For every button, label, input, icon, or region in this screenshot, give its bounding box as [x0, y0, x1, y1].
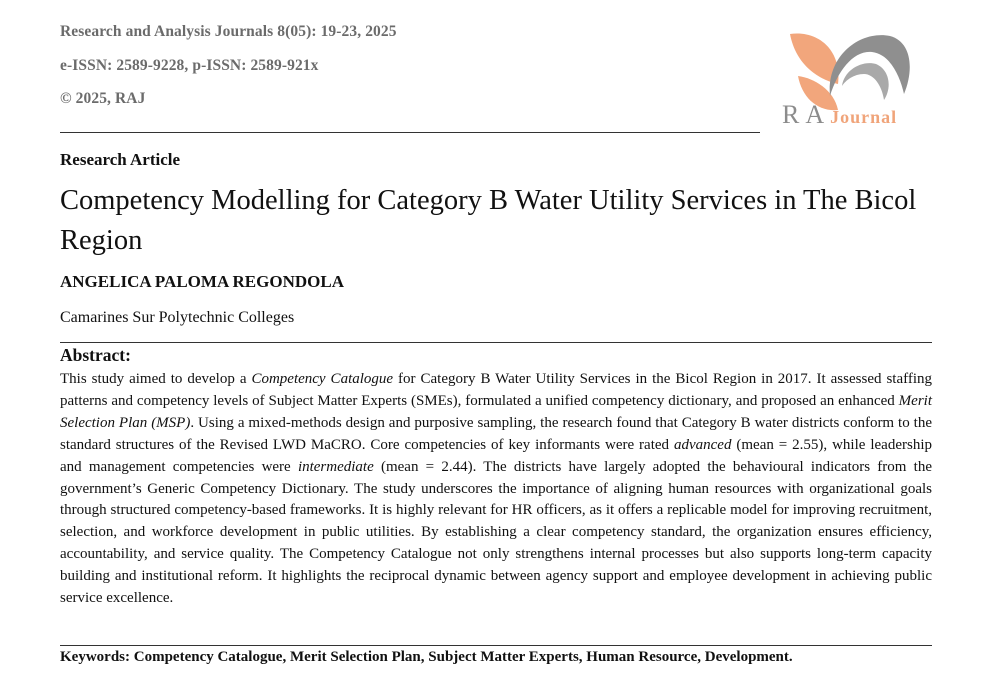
abstract-body	[60, 369, 932, 610]
logo-wordmark	[782, 100, 897, 130]
journal-citation: Research and Analysis Journals 8(05): 19-23, 2025	[60, 23, 397, 40]
abstract-text: This study aimed to develop a	[60, 371, 252, 387]
keywords-line: Keywords: Competency Catalogue, Merit Selection Plan, Subject Matter Experts, Human Resource, Development.	[60, 649, 793, 665]
abstract-heading: Abstract:	[60, 345, 131, 365]
abstract-emphasis: intermediate	[297, 458, 374, 475]
article-type: Research Article	[60, 150, 181, 169]
abstract-text: (mean = 2.44). The districts have largely adopted the behavioural indicators from the government’s Generic Competency Dictionary. The study underscores the importance of aligning human resources with organizational goals through structured competency-based frameworks. It is highly relevant for HR officers, as it offers a replicable model for improving recruitment, selection, and workforce development in public utilities. By establishing a clear competency standard, the organization ensures efficiency, accountability, and service quality. The Competency Catalogue not only strengthens internal processes but also supports long-term capacity building and institutional reform. It highlights the reciprocal dynamic between agency support and employee development in achieving public service excellence.	[60, 458, 932, 607]
logo-journal-text: Journal	[830, 107, 898, 127]
abstract-emphasis: Competency Catalogue	[251, 371, 394, 387]
article-title: Competency Modelling for Category B Water Utility Services in The Bicol Region	[60, 185, 917, 256]
logo-ra-text: RA	[782, 100, 831, 129]
author-name: ANGELICA PALOMA REGONDOLA	[60, 272, 344, 291]
keywords-divider	[60, 645, 932, 646]
abstract-text: (mean = 2.55), while leadership and management competencies were	[60, 436, 932, 475]
abstract-emphasis: Merit Selection Plan (MSP)	[60, 392, 932, 431]
issn-line: e-ISSN: 2589-9228, p-ISSN: 2589-921x	[60, 57, 319, 74]
abstract-emphasis: advanced	[673, 436, 732, 453]
logo-swoosh-inner	[842, 63, 889, 100]
abstract-text: for Category B Water Utility Services in the Bicol Region in 2017. It assessed staffing patterns and competency levels of Subject Matter Experts (SMEs), formulated a unified competency dictionary, and proposed an enhanced	[60, 371, 932, 409]
author-affiliation: Camarines Sur Polytechnic Colleges	[60, 309, 295, 326]
copyright-line: © 2025, RAJ	[60, 90, 146, 107]
abstract-text: . Using a mixed-methods design and purposive sampling, the research found that Category B water districts conform to the standard structures of the Revised LWD MaCRO. Core competencies of key informants were rated	[60, 414, 932, 453]
abstract-top-divider	[60, 342, 932, 343]
header-divider	[60, 132, 760, 133]
